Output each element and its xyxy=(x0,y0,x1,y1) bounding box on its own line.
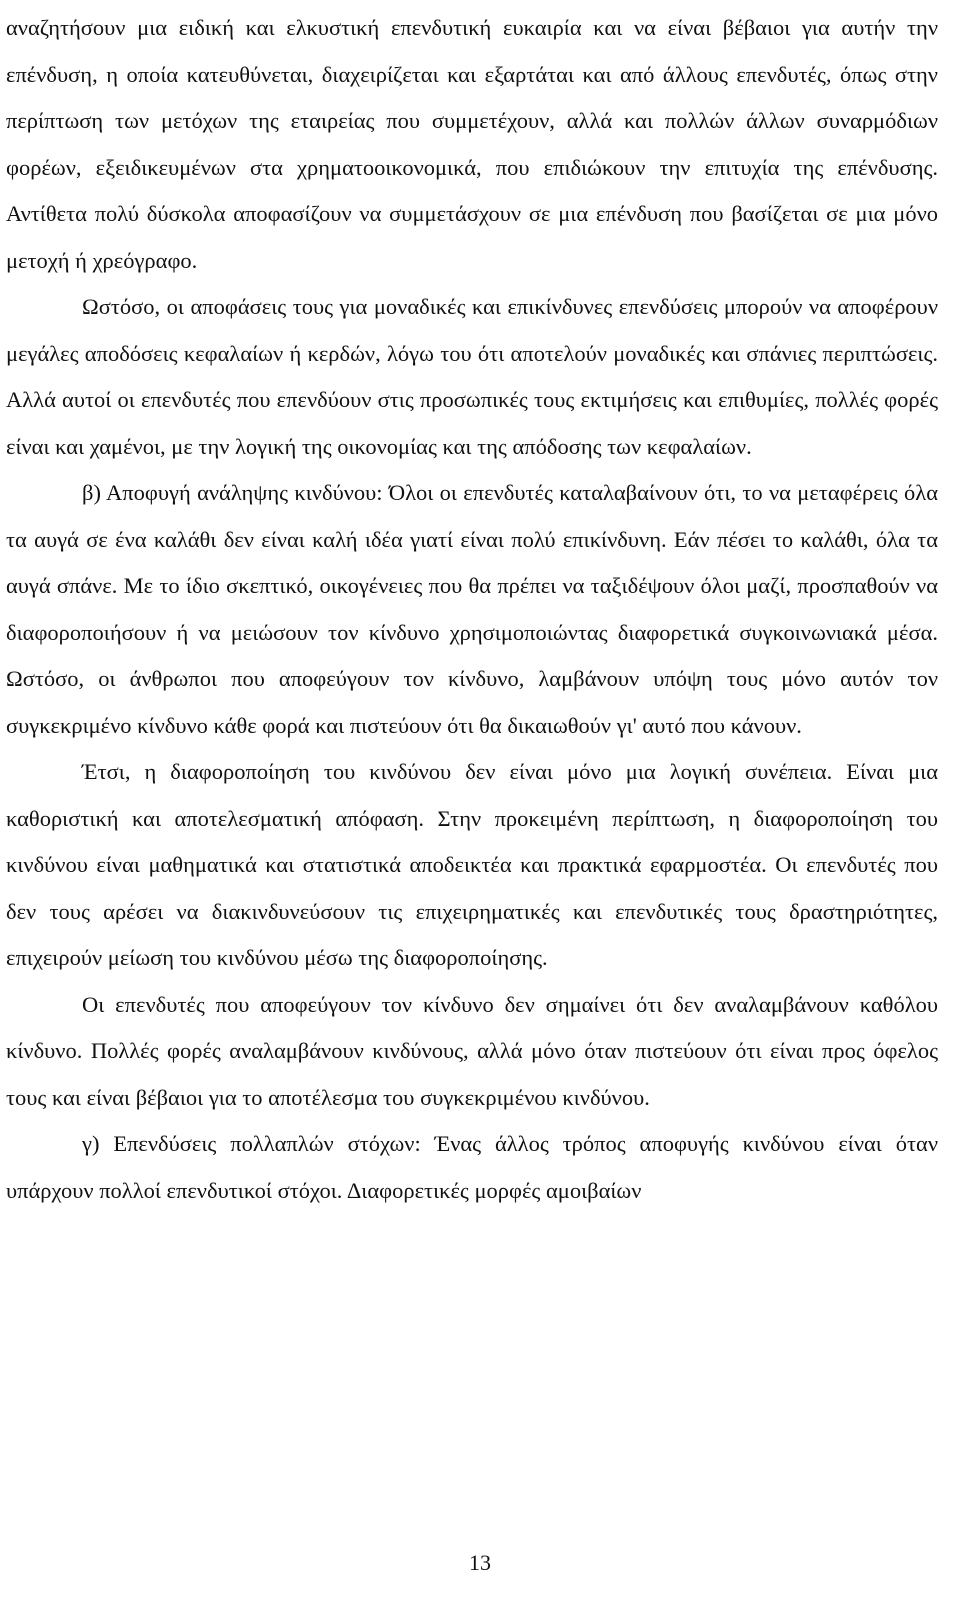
paragraph-diversification: Έτσι, η διαφοροποίηση του κινδύνου δεν είναι μόνο μια λογική συνέπεια. Είναι μια καθοριστική και αποτελεσματική απόφαση. Στην προκειμένη περίπτωση, η διαφοροποίηση του κινδύνου είναι μαθηματικά και στατιστικά αποδεικτέα και πρακτικά εφαρμοστέα. Οι επενδυτές που δεν τους αρέσει να διακινδυνεύσουν τις επιχειρηματικές και επενδυτικές τους δραστηριότητες, επιχειρούν μείωση του κινδύνου μέσω της διαφοροποίησης. xyxy=(6,759,938,970)
paragraph-multiple-goals: γ) Επενδύσεις πολλαπλών στόχων: Ένας άλλος τρόπος αποφυγής κινδύνου είναι όταν υπάρχουν πολλοί επενδυτικοί στόχοι. Διαφορετικές μορφές αμοιβαίων xyxy=(6,1131,938,1203)
paragraph-continuation: αναζητήσουν μια ειδική και ελκυστική επενδυτική ευκαιρία και να είναι βέβαιοι για αυτήν την επένδυση, η οποία κατευθύνεται, διαχειρίζεται και εξαρτάται και από άλλους επενδυτές, όπως στην περίπτωση των μετόχων της εταιρείας που συμμετέχουν, αλλά και πολλών άλλων συναρμόδιων φορέων, εξειδικευμένων στα χρηματοοικονομικά, που επιδιώκουν την επιτυχία της επένδυσης. Αντίθετα πολύ δύσκολα αποφασίζουν να συμμετάσχουν σε μια επένδυση που βασίζεται σε μια μόνο μετοχή ή χρεόγραφο. xyxy=(6,15,938,273)
page-number: 13 xyxy=(469,1550,491,1575)
paragraph-risk-averse-investors: Οι επενδυτές που αποφεύγουν τον κίνδυνο δεν σημαίνει ότι δεν αναλαμβάνουν καθόλου κίνδυνο. Πολλές φορές αναλαμβάνουν κινδύνους, αλλά μόνο όταν πιστεύουν ότι είναι προς όφελος τους και είναι βέβαιοι για το αποτέλεσμα του συγκεκριμένου κινδύνου. xyxy=(6,991,938,1110)
paragraph-unique-investments: Ωστόσο, οι αποφάσεις τους για μοναδικές και επικίνδυνες επενδύσεις μπορούν να αποφέρουν μεγάλες αποδόσεις κεφαλαίων ή κερδών, λόγω του ότι αποτελούν μοναδικές και σπάνιες περιπτώσεις. Αλλά αυτοί οι επενδυτές που επενδύουν στις προσωπικές τους εκτιμήσεις και επιθυμίες, πολλές φορές είναι και χαμένοι, με την λογική της οικονομίας και της απόδοσης των κεφαλαίων. xyxy=(6,294,938,459)
paragraph-risk-avoidance: β) Αποφυγή ανάληψης κινδύνου: Όλοι οι επενδυτές καταλαβαίνουν ότι, το να μεταφέρεις όλα τα αυγά σε ένα καλάθι δεν είναι καλή ιδέα γιατί είναι πολύ επικίνδυνη. Εάν πέσει το καλάθι, όλα τα αυγά σπάνε. Με το ίδιο σκεπτικό, οικογένειες που θα πρέπει να ταξιδέψουν όλοι μαζί, προσπαθούν να διαφοροποιήσουν ή να μειώσουν τον κίνδυνο χρησιμοποιώντας διαφορετικά συγκοινωνιακά μέσα. Ωστόσο, οι άνθρωποι που αποφεύγουν τον κίνδυνο, λαμβάνουν υπόψη τους μόνο αυτόν τον συγκεκριμένο κίνδυνο κάθε φορά και πιστεύουν ότι θα δικαιωθούν γι' αυτό που κάνουν. xyxy=(6,480,938,738)
